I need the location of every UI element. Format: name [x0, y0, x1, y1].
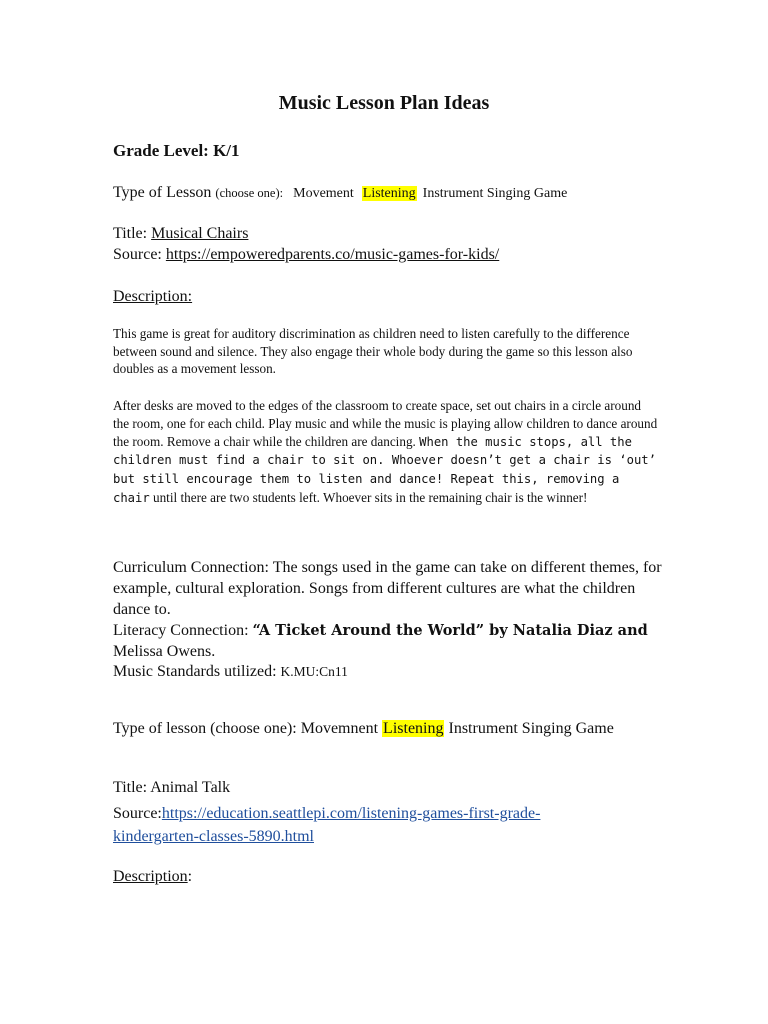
document-title: Music Lesson Plan Ideas [278, 92, 490, 114]
lesson2-source-line [113, 802, 663, 848]
lesson2-type-label: Type of lesson (choose one): Movemnent [113, 720, 383, 737]
lesson1-paragraph-1: This game is great for auditory discrimination as children need to listen carefully to the difference between sound and silence. They also engage their whole body during the game so this lesson also doubles as a movement lesson. [113, 326, 633, 377]
lesson1-colon: : [279, 186, 284, 200]
lesson1-option-listening: Listening [362, 186, 416, 201]
lesson2-description-heading [113, 868, 192, 886]
lesson1-source-label: Source: [113, 246, 166, 263]
grade-level: Grade Level: K/1 [113, 141, 240, 160]
lesson1-option-movement: Movement [293, 186, 354, 201]
lesson1-source-link[interactable]: https://empoweredparents.co/music-games-for-kids/ [165, 246, 500, 263]
lesson1-paragraph-2-part-a: After desks are moved to the edges of the classroom to create space, set out chairs in a circle around the room, one for each child. Play music and while the music is playing allow children to dance around the room. Remove a chair while the children are dancing. [113, 398, 658, 449]
lesson1-choose-note: (choose one) [215, 186, 280, 200]
lesson2-source-link-part-1[interactable]: https://education.seattlepi.com/listening-games-first-grade- [161, 805, 541, 822]
lesson1-paragraph-2-part-b: until there are two students left. Whoever sits in the remaining chair is the winner! [152, 489, 588, 505]
literacy-label: Literacy Connection: [113, 622, 253, 639]
lesson1-title-line [113, 225, 248, 243]
literacy-authors-rest: Melissa Owens. [113, 643, 216, 660]
lesson1-description-heading: Description: [113, 288, 193, 305]
music-standards-value: K.MU:Cn11 [280, 664, 348, 679]
literacy-connection [113, 620, 663, 662]
lesson2-type-line [113, 718, 663, 739]
curriculum-connection: Curriculum Connection: The songs used in the game can take on different themes, for example, cultural exploration. Songs from different cultures are what the children dance to. [113, 559, 662, 618]
lesson1-option-rest: Instrument Singing Game [422, 186, 568, 201]
music-standards-line [113, 663, 348, 681]
lesson1-source-line [113, 246, 499, 264]
lesson2-option-rest: Instrument Singing Game [444, 720, 614, 737]
lesson1-title-label: Title: [113, 225, 152, 242]
lesson2-description-colon: : [187, 868, 193, 885]
lesson1-paragraph-2-part-mono: When the music stops, all the children must find a chair to sit on. Whoever doesn’t get a chair is ‘out’ but still encourage them to listen and dance! Repeat this, removing a chair [113, 434, 656, 505]
lesson1-paragraph-2 [113, 397, 658, 508]
lesson2-title-line: Title: Animal Talk [113, 779, 231, 796]
lesson2-description-label: Description [113, 868, 188, 885]
music-standards-label: Music Standards utilized: [113, 663, 281, 680]
literacy-book-title: “A Ticket Around the World” by Natalia Diaz and [252, 622, 648, 639]
lesson2-option-listening: Listening [383, 720, 444, 737]
lesson2-source-link-part-2[interactable]: kindergarten-classes-5890.html [113, 828, 314, 845]
lesson1-type-label: Type of Lesson [113, 184, 212, 201]
lesson2-source-label: Source: [113, 805, 162, 822]
lesson1-type-line [113, 184, 567, 202]
lesson1-title-value: Musical Chairs [151, 225, 249, 242]
